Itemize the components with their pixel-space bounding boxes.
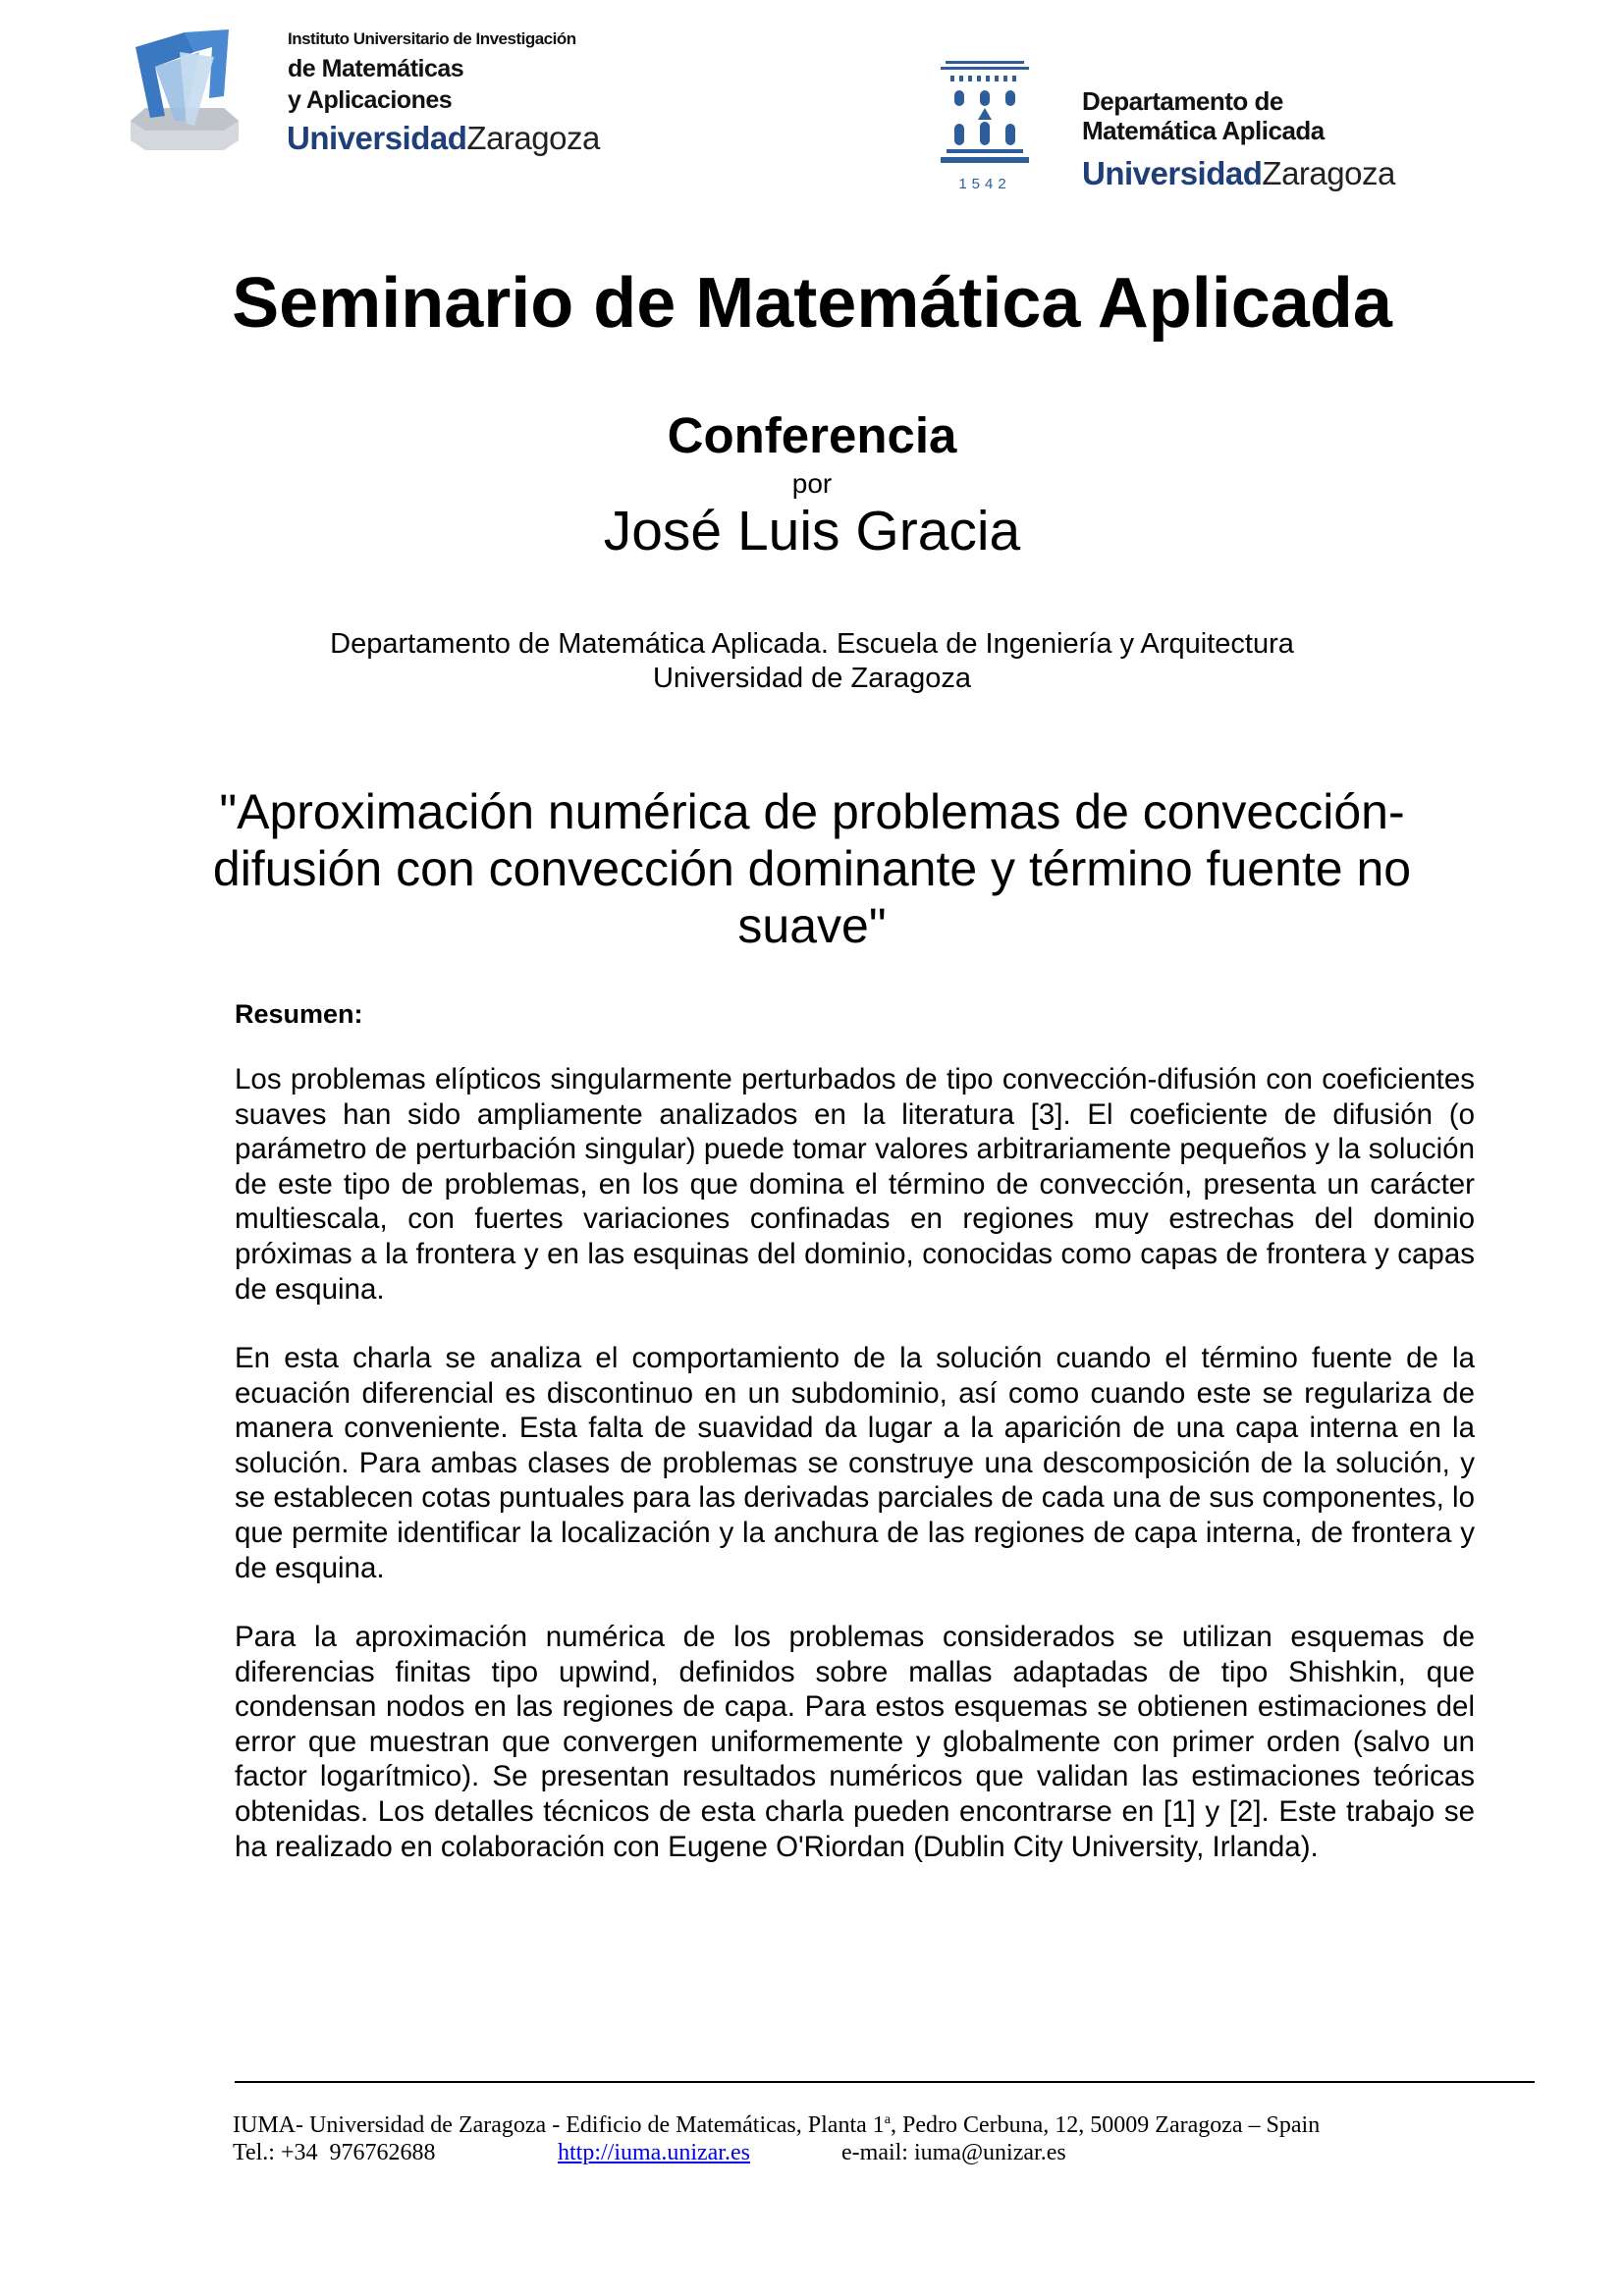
emblem-year: 1542: [958, 176, 1011, 192]
address-text: IUMA- Universidad de Zaragoza - Edificio de Matemáticas, Planta 1: [233, 2112, 885, 2138]
tower-emblem-icon: [941, 59, 1029, 167]
footer-divider: [235, 2081, 1535, 2083]
abstract-paragraph: En esta charla se analiza el comportamiento de la solución cuando el término fuente de la ecuación diferencial es discontinuo en un subdominio, así como cuando este se regulariza de manera conveniente. Esta falta de suavidad da lugar a la aparición de una capa interna en la solución. Para ambas clases de problemas se construye una descomposición de la solución, y se establecen cotas puntuales para las derivadas parciales de cada una de sus componentes, lo que permite identificar la localización y la anchura de las regiones de capa interna, de frontera y de esquina.: [235, 1342, 1475, 1584]
univ-regular: Zaragoza: [466, 120, 600, 156]
iuma-logo: [126, 27, 244, 150]
footer-email: e-mail: iuma@unizar.es: [841, 2140, 1066, 2165]
affiliation-line2: Universidad de Zaragoza: [652, 663, 971, 694]
address-text: , Pedro Cerbuna, 12, 50009 Zaragoza – Spain: [890, 2112, 1321, 2138]
talk-title-line: "Aproximación numérica de problemas de convección-: [219, 784, 1405, 839]
abstract-heading: Resumen:: [235, 999, 363, 1029]
by-label: por: [791, 468, 833, 499]
address-superscript: a: [884, 2112, 891, 2127]
footer-website-link[interactable]: http://iuma.unizar.es: [558, 2140, 750, 2165]
iuma-line3: y Aplicaciones: [288, 86, 453, 114]
affiliation-line1: Departamento de Matemática Aplicada. Escuela de Ingeniería y Arquitectura: [330, 628, 1294, 660]
talk-title-line: suave": [737, 898, 887, 953]
iuma-line1: Instituto Universitario de Investigación: [288, 29, 576, 48]
iuma-sculpture-icon: [126, 27, 244, 150]
talk-title-line: difusión con convección dominante y término fuente no: [212, 841, 1412, 896]
univ-regular: Zaragoza: [1262, 155, 1395, 191]
talk-title: [0, 783, 1624, 954]
iuma-university: [287, 120, 600, 157]
footer-tel: Tel.: +34 976762688: [233, 2140, 436, 2165]
dept-line2: Matemática Aplicada: [1082, 116, 1325, 145]
unizar-emblem: [941, 59, 1029, 191]
footer-address: [233, 2112, 1320, 2139]
dept-line1: Departamento de: [1082, 86, 1283, 116]
event-type: Conferencia: [667, 407, 957, 463]
speaker-name: José Luis Gracia: [603, 500, 1021, 562]
seminar-title: Seminario de Matemática Aplicada: [232, 264, 1392, 343]
dept-university: [1082, 155, 1395, 192]
abstract-paragraph: Para la aproximación numérica de los problemas considerados se utilizan esquemas de diferencias finitas tipo upwind, definidos sobre mallas adaptadas de tipo Shishkin, que condensan nodos en las regiones de capa. Para estos esquemas se obtienen estimaciones del error que muestran que convergen uniformemente y globalmente con primer orden (salvo un factor logarítmico). Se presentan resultados numéricos que validan las estimaciones teóricas obtenidas. Los detalles técnicos de esta charla pueden encontrarse en [1] y [2]. Este trabajo se ha realizado en colaboración con Eugene O'Riordan (Dublin City University, Irlanda).: [235, 1621, 1475, 1863]
iuma-line2: de Matemáticas: [288, 55, 464, 82]
abstract-paragraph: Los problemas elípticos singularmente perturbados de tipo convección-difusión con coeficientes suaves han sido ampliamente analizados en la literatura [3]. El coeficiente de difusión (o parámetro de perturbación singular) puede tomar valores arbitrariamente pequeños y la solución de este tipo de problemas, en los que domina el término de convección, presenta un carácter multiescala, con fuertes variaciones confinadas en regiones muy estrechas del dominio próximas a la frontera y en las esquinas del dominio, conocidas como capas de frontera y capas de esquina.: [235, 1063, 1475, 1306]
univ-bold: Universidad: [287, 120, 467, 156]
univ-bold: Universidad: [1082, 155, 1263, 191]
